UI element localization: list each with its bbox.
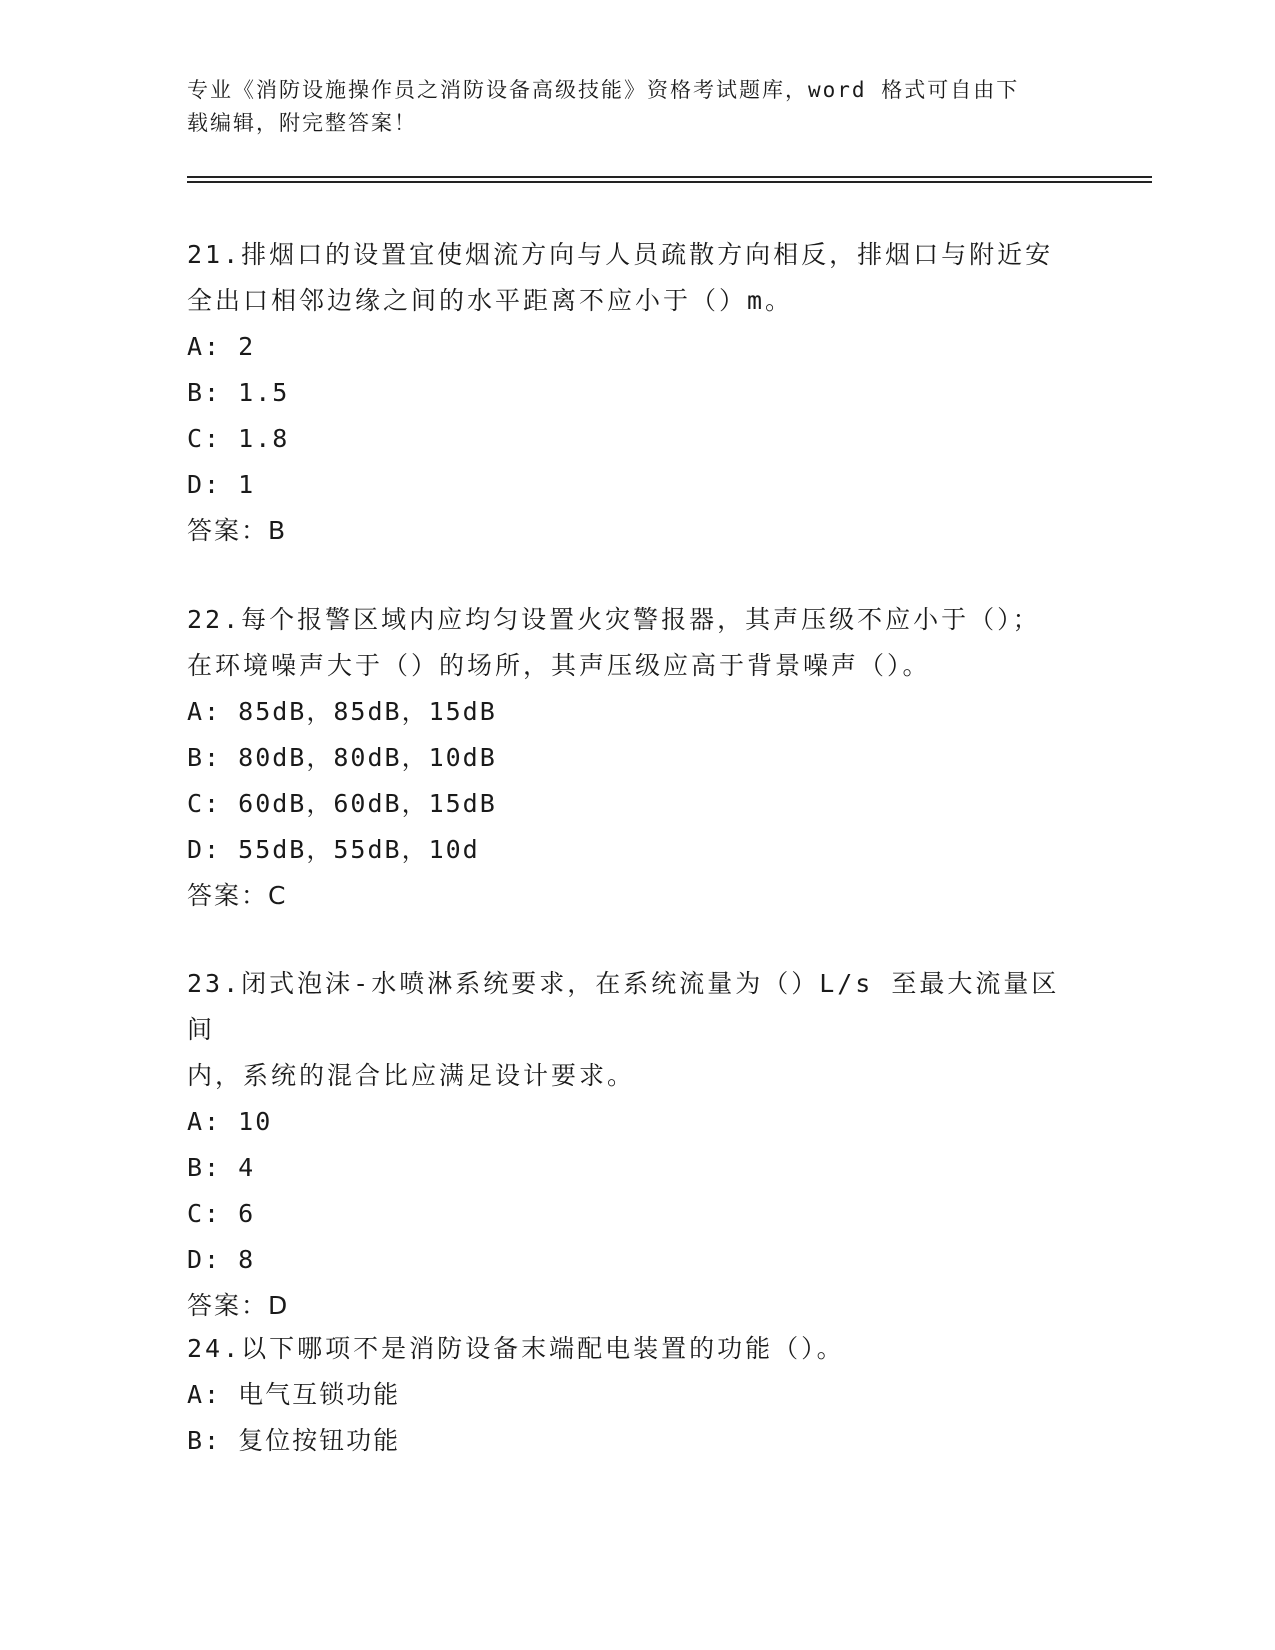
- option-d: D: 55dB，55dB，10d: [187, 835, 480, 864]
- question-stem-line: 22.每个报警区域内应均匀设置火灾警报器，其声压级不应小于（）；: [187, 605, 1041, 634]
- answer-label: 答案：C: [187, 881, 288, 910]
- option-a: A: 2: [187, 332, 256, 361]
- option-b: B: 4: [187, 1153, 256, 1182]
- option-a: A: 85dB，85dB，15dB: [187, 697, 497, 726]
- question-stem-line: 24.以下哪项不是消防设备末端配电装置的功能（）。: [187, 1334, 845, 1363]
- header-divider-top: [187, 176, 1152, 178]
- header-line-2: 载编辑，附完整答案！: [187, 111, 417, 135]
- option-c: C: 60dB，60dB，15dB: [187, 789, 497, 818]
- question-stem-line: 23.闭式泡沫-水喷淋系统要求，在系统流量为（）L/s 至最大流量区间: [187, 969, 1060, 1044]
- question-24: [187, 1326, 1087, 1464]
- option-a: A: 10: [187, 1107, 273, 1136]
- option-a: A: 电气互锁功能: [187, 1380, 401, 1409]
- option-d: D: 1: [187, 470, 256, 499]
- question-23: [187, 961, 1087, 1329]
- question-stem-line: 21.排烟口的设置宜使烟流方向与人员疏散方向相反，排烟口与附近安: [187, 240, 1054, 269]
- question-21: [187, 232, 1087, 554]
- option-b: B: 复位按钮功能: [187, 1426, 401, 1455]
- header-line-1: 专业《消防设施操作员之消防设备高级技能》资格考试题库，word 格式可自由下: [187, 78, 1020, 102]
- header-divider-bottom: [187, 181, 1152, 183]
- option-b: B: 1.5: [187, 378, 290, 407]
- question-stem-line: 在环境噪声大于（）的场所，其声压级应高于背景噪声（）。: [187, 651, 931, 680]
- question-stem-line: 全出口相邻边缘之间的水平距离不应小于（）m。: [187, 286, 794, 315]
- answer-label: 答案：B: [187, 516, 288, 545]
- document-header: [187, 74, 1087, 140]
- option-c: C: 6: [187, 1199, 256, 1228]
- question-22: [187, 597, 1087, 919]
- question-stem-line: 内，系统的混合比应满足设计要求。: [187, 1061, 636, 1090]
- option-d: D: 8: [187, 1245, 256, 1274]
- answer-label: 答案：D: [187, 1291, 290, 1320]
- option-c: C: 1.8: [187, 424, 290, 453]
- option-b: B: 80dB，80dB，10dB: [187, 743, 497, 772]
